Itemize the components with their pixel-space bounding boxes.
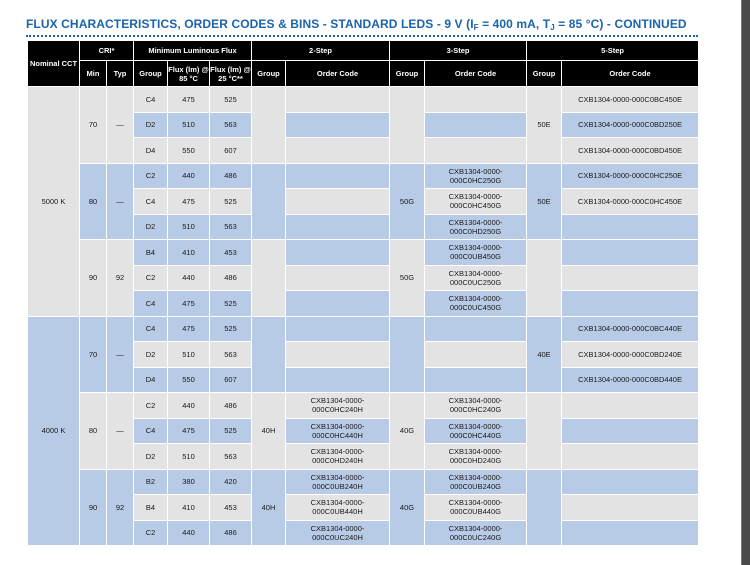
- flux-table: [27, 40, 699, 546]
- cct-cell: 4000 K: [28, 316, 80, 546]
- cri-min-cell: 90: [80, 469, 107, 546]
- header-order-code-2step: Order Code: [286, 61, 390, 87]
- title-sub-f: F: [473, 23, 479, 32]
- flux25-cell: 486: [210, 163, 252, 189]
- order-code2-cell: [286, 240, 390, 266]
- flux25-cell: 563: [210, 444, 252, 470]
- group-cell: C4: [134, 316, 168, 342]
- group5-cell: [527, 393, 562, 470]
- title-divider: [26, 35, 698, 37]
- order-code2-cell: [286, 367, 390, 393]
- header-group-5step: Group: [527, 61, 562, 87]
- flux85-cell: 440: [168, 265, 210, 291]
- group3-cell: [390, 316, 425, 393]
- group5-cell: [527, 240, 562, 317]
- flux25-cell: 607: [210, 138, 252, 164]
- order-code2-cell: CXB1304-0000-000C0HD240H: [286, 444, 390, 470]
- group3-cell: 40G: [390, 469, 425, 546]
- group-cell: C2: [134, 265, 168, 291]
- flux85-cell: 380: [168, 469, 210, 495]
- order-code3-cell: [425, 367, 527, 393]
- cri-min-cell: 90: [80, 240, 107, 317]
- order-code3-cell: CXB1304-0000-000C0UC250G: [425, 265, 527, 291]
- order-code2-cell: [286, 163, 390, 189]
- cri-min-cell: 80: [80, 393, 107, 470]
- flux85-cell: 550: [168, 138, 210, 164]
- title-sub-j: J: [550, 23, 555, 32]
- group2-cell: 40H: [252, 393, 286, 470]
- flux85-cell: 510: [168, 444, 210, 470]
- flux25-cell: 486: [210, 393, 252, 419]
- order-code5-cell: [562, 265, 699, 291]
- cri-min-cell: 70: [80, 87, 107, 164]
- flux85-cell: 510: [168, 112, 210, 138]
- flux25-cell: 607: [210, 367, 252, 393]
- order-code3-cell: [425, 112, 527, 138]
- group-cell: C2: [134, 163, 168, 189]
- title-mid: = 400 mA, T: [478, 17, 551, 31]
- order-code3-cell: CXB1304-0000-000C0HC240G: [425, 393, 527, 419]
- flux85-cell: 475: [168, 189, 210, 215]
- group-cell: C4: [134, 189, 168, 215]
- group-cell: D2: [134, 214, 168, 240]
- order-code2-cell: [286, 291, 390, 317]
- flux85-cell: 475: [168, 291, 210, 317]
- flux25-cell: 563: [210, 214, 252, 240]
- header-five-step: 5-Step: [527, 41, 699, 61]
- order-code3-cell: [425, 316, 527, 342]
- order-code2-cell: CXB1304-0000-000C0UB440H: [286, 495, 390, 521]
- header-group-3step: Group: [390, 61, 425, 87]
- group5-cell: 50E: [527, 87, 562, 164]
- flux85-cell: 440: [168, 163, 210, 189]
- order-code2-cell: [286, 342, 390, 368]
- table-row: [28, 469, 699, 495]
- order-code5-cell: CXB1304-0000-000C0BD250E: [562, 112, 699, 138]
- order-code3-cell: CXB1304-0000-000C0HD250G: [425, 214, 527, 240]
- order-code2-cell: [286, 87, 390, 113]
- group-cell: D4: [134, 138, 168, 164]
- table-row: [28, 316, 699, 342]
- header-flux85: Flux (lm) @ 85 °C: [168, 61, 210, 87]
- group2-cell: [252, 87, 286, 164]
- flux85-cell: 410: [168, 495, 210, 521]
- header-min: Min: [80, 61, 107, 87]
- order-code3-cell: CXB1304-0000-000C0UC450G: [425, 291, 527, 317]
- order-code2-cell: CXB1304-0000-000C0HC440H: [286, 418, 390, 444]
- flux85-cell: 475: [168, 316, 210, 342]
- header-order-code-3step: Order Code: [425, 61, 527, 87]
- order-code2-cell: [286, 316, 390, 342]
- cri-typ-cell: —: [107, 163, 134, 240]
- page-title: [26, 17, 687, 32]
- group3-cell: 50G: [390, 163, 425, 240]
- group-cell: B4: [134, 495, 168, 521]
- order-code5-cell: CXB1304-0000-000C0BD240E: [562, 342, 699, 368]
- order-code5-cell: CXB1304-0000-000C0BC440E: [562, 316, 699, 342]
- order-code5-cell: [562, 214, 699, 240]
- header-order-code-5step: Order Code: [562, 61, 699, 87]
- group2-cell: [252, 316, 286, 393]
- group-cell: D4: [134, 367, 168, 393]
- flux25-cell: 563: [210, 112, 252, 138]
- header-min-flux: Minimum Luminous Flux: [134, 41, 252, 61]
- group-cell: C4: [134, 291, 168, 317]
- header-nominal-cct: Nominal CCT: [28, 41, 80, 87]
- order-code5-cell: [562, 240, 699, 266]
- order-code5-cell: CXB1304-0000-000C0BD450E: [562, 138, 699, 164]
- flux85-cell: 510: [168, 214, 210, 240]
- group5-cell: [527, 469, 562, 546]
- order-code3-cell: CXB1304-0000-000C0UB450G: [425, 240, 527, 266]
- order-code2-cell: [286, 189, 390, 215]
- cri-typ-cell: 92: [107, 469, 134, 546]
- flux85-cell: 440: [168, 520, 210, 546]
- order-code5-cell: [562, 393, 699, 419]
- order-code2-cell: CXB1304-0000-000C0UC240H: [286, 520, 390, 546]
- group-cell: D2: [134, 112, 168, 138]
- order-code5-cell: CXB1304-0000-000C0BC450E: [562, 87, 699, 113]
- group3-cell: 40G: [390, 393, 425, 470]
- header-typ: Typ: [107, 61, 134, 87]
- header-cri: CRI*: [80, 41, 134, 61]
- order-code5-cell: [562, 444, 699, 470]
- flux85-cell: 440: [168, 393, 210, 419]
- group-cell: D2: [134, 342, 168, 368]
- group-cell: D2: [134, 444, 168, 470]
- flux85-cell: 550: [168, 367, 210, 393]
- cri-min-cell: 70: [80, 316, 107, 393]
- order-code5-cell: CXB1304-0000-000C0BD440E: [562, 367, 699, 393]
- flux25-cell: 525: [210, 316, 252, 342]
- group-cell: C2: [134, 520, 168, 546]
- flux25-cell: 453: [210, 495, 252, 521]
- flux25-cell: 563: [210, 342, 252, 368]
- group-cell: C4: [134, 87, 168, 113]
- order-code2-cell: [286, 138, 390, 164]
- group2-cell: 40H: [252, 469, 286, 546]
- order-code3-cell: CXB1304-0000-000C0UB240G: [425, 469, 527, 495]
- order-code5-cell: [562, 291, 699, 317]
- order-code2-cell: CXB1304-0000-000C0UB240H: [286, 469, 390, 495]
- order-code2-cell: CXB1304-0000-000C0HC240H: [286, 393, 390, 419]
- cri-typ-cell: —: [107, 87, 134, 164]
- header-group-2step: Group: [252, 61, 286, 87]
- flux25-cell: 525: [210, 87, 252, 113]
- order-code5-cell: [562, 418, 699, 444]
- table-row: [28, 240, 699, 266]
- flux85-cell: 410: [168, 240, 210, 266]
- flux25-cell: 453: [210, 240, 252, 266]
- group-cell: C2: [134, 393, 168, 419]
- flux85-cell: 510: [168, 342, 210, 368]
- order-code5-cell: CXB1304-0000-000C0HC450E: [562, 189, 699, 215]
- order-code5-cell: [562, 495, 699, 521]
- order-code3-cell: [425, 138, 527, 164]
- flux25-cell: 525: [210, 291, 252, 317]
- order-code3-cell: CXB1304-0000-000C0HC250G: [425, 163, 527, 189]
- table-row: [28, 87, 699, 113]
- order-code3-cell: CXB1304-0000-000C0UC240G: [425, 520, 527, 546]
- order-code3-cell: CXB1304-0000-000C0UB440G: [425, 495, 527, 521]
- group5-cell: 40E: [527, 316, 562, 393]
- table-row: [28, 393, 699, 419]
- flux25-cell: 486: [210, 265, 252, 291]
- title-prefix: FLUX CHARACTERISTICS, ORDER CODES & BINS - STANDARD LEDS - 9 V (I: [26, 17, 474, 31]
- flux85-cell: 475: [168, 87, 210, 113]
- group-cell: B2: [134, 469, 168, 495]
- header-three-step: 3-Step: [390, 41, 527, 61]
- group-cell: B4: [134, 240, 168, 266]
- group3-cell: 50G: [390, 240, 425, 317]
- order-code2-cell: [286, 112, 390, 138]
- header-two-step: 2-Step: [252, 41, 390, 61]
- order-code3-cell: CXB1304-0000-000C0HC440G: [425, 418, 527, 444]
- table-row: [28, 163, 699, 189]
- order-code5-cell: [562, 520, 699, 546]
- vertical-scrollbar[interactable]: [742, 0, 750, 565]
- order-code3-cell: [425, 342, 527, 368]
- header-group: Group: [134, 61, 168, 87]
- title-suffix: = 85 °C) - CONTINUED: [554, 17, 687, 31]
- group5-cell: 50E: [527, 163, 562, 240]
- cri-typ-cell: —: [107, 393, 134, 470]
- cri-typ-cell: —: [107, 316, 134, 393]
- flux25-cell: 420: [210, 469, 252, 495]
- group3-cell: [390, 87, 425, 164]
- order-code5-cell: [562, 469, 699, 495]
- order-code3-cell: [425, 87, 527, 113]
- group-cell: C4: [134, 418, 168, 444]
- group2-cell: [252, 240, 286, 317]
- order-code2-cell: [286, 214, 390, 240]
- cri-min-cell: 80: [80, 163, 107, 240]
- flux25-cell: 486: [210, 520, 252, 546]
- cct-cell: 5000 K: [28, 87, 80, 317]
- header-flux25: Flux (lm) @ 25 °C**: [210, 61, 252, 87]
- group2-cell: [252, 163, 286, 240]
- flux25-cell: 525: [210, 189, 252, 215]
- order-code5-cell: CXB1304-0000-000C0HC250E: [562, 163, 699, 189]
- order-code3-cell: CXB1304-0000-000C0HD240G: [425, 444, 527, 470]
- cri-typ-cell: 92: [107, 240, 134, 317]
- flux85-cell: 475: [168, 418, 210, 444]
- order-code3-cell: CXB1304-0000-000C0HC450G: [425, 189, 527, 215]
- flux25-cell: 525: [210, 418, 252, 444]
- order-code2-cell: [286, 265, 390, 291]
